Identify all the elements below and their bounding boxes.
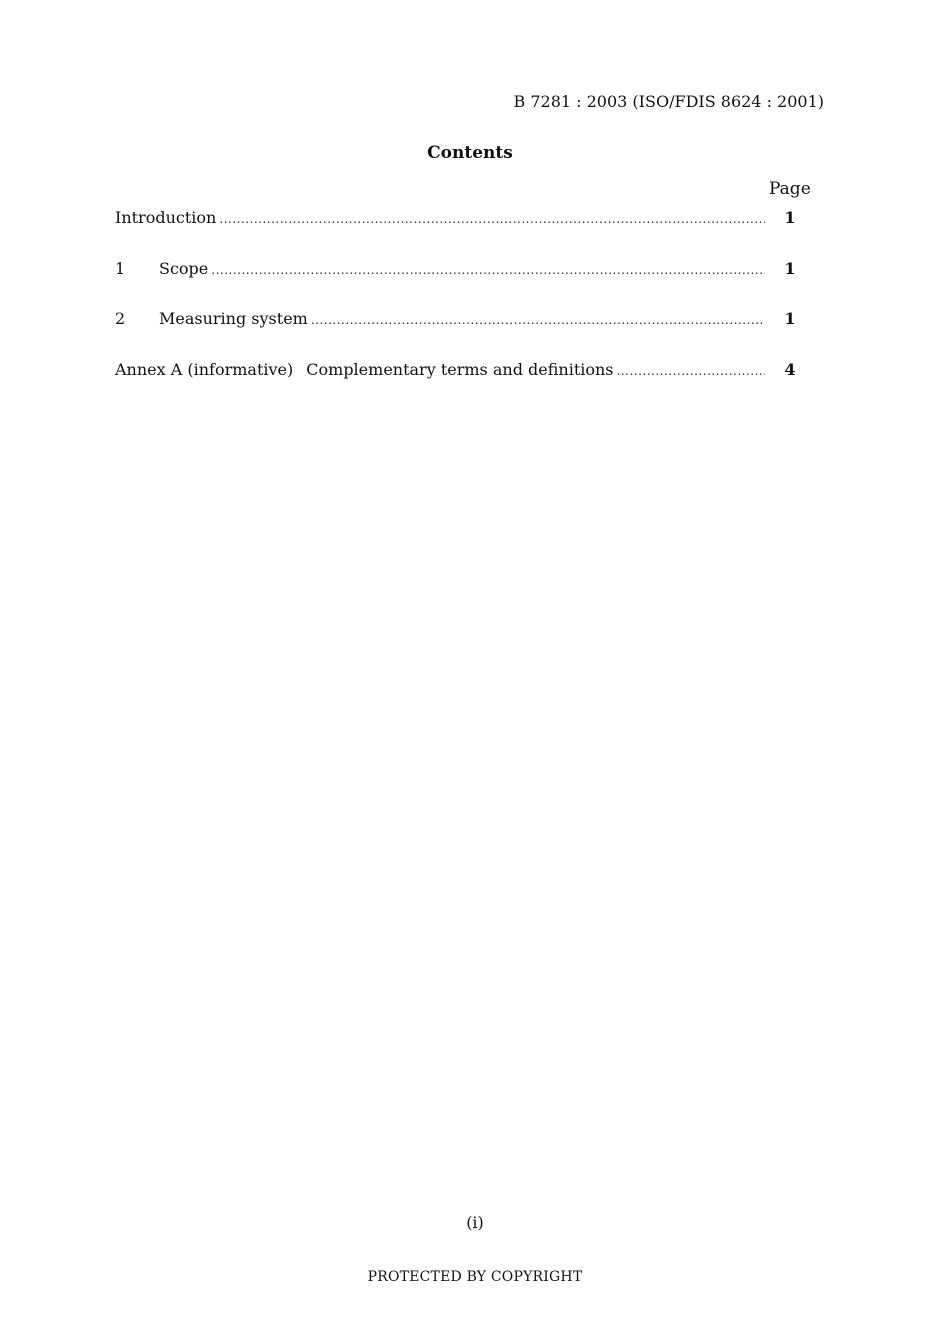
table-of-contents [115, 208, 813, 410]
toc-entry-title: Measuring system [159, 309, 308, 328]
toc-dot-leader [211, 259, 765, 278]
toc-entry-page: 1 [784, 309, 796, 328]
toc-entry-title: Introduction [115, 208, 217, 227]
toc-entry-page: 1 [784, 258, 796, 278]
toc-entry-number: 2 [115, 309, 126, 328]
toc-dot-leader [219, 208, 765, 227]
contents-heading: Contents [427, 143, 513, 163]
toc-dot-leader [311, 309, 765, 328]
toc-entry-page: 1 [784, 208, 796, 227]
toc-entry-annex-label: Annex A (informative) [115, 359, 294, 379]
page-column-label: Page [769, 179, 811, 199]
toc-entry-page: 4 [784, 359, 796, 379]
toc-entry-measuring-system[interactable] [115, 309, 813, 360]
standard-reference: B 7281 : 2003 (ISO/FDIS 8624 : 2001) [513, 92, 824, 111]
toc-entry-number: 1 [115, 258, 126, 278]
toc-entry-scope[interactable] [115, 259, 813, 310]
toc-dot-leader [617, 360, 765, 379]
toc-entry-title: Scope [159, 258, 209, 278]
toc-entry-introduction[interactable] [115, 208, 813, 259]
page-folio: (i) [466, 1213, 484, 1232]
copyright-notice: PROTECTED BY COPYRIGHT [367, 1269, 583, 1285]
toc-entry-annex-a[interactable] [115, 360, 813, 411]
toc-entry-title: Complementary terms and definitions [306, 359, 614, 379]
